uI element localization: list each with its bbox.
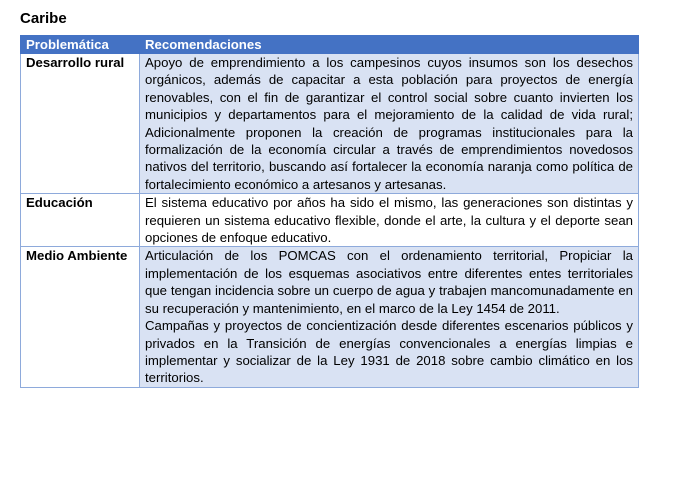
section-heading: Caribe	[20, 10, 67, 27]
column-header-problem: Problemática	[21, 36, 140, 54]
problem-cell: Educación	[21, 194, 140, 247]
recommendation-text: Campañas y proyectos de concientización desde diferentes escenarios públicos y privados en la Transición de energías convencionales a energías limpias e implementar y socializar de la Ley 1931 de 2018 sobre cambio climático en los territorios.	[145, 318, 633, 386]
table-header-row	[21, 36, 639, 54]
recommendations-table	[20, 35, 639, 388]
recommendation-text: Apoyo de emprendimiento a los campesinos cuyos insumos son los desechos orgánicos, además de capacitar a esta población para proyectos de energía renovables, con el fin de garantizar el control social sobre cuanto invierten los municipios y departamentos para el mejoramiento de la calidad de vida rural; Adicionalmente proponen la creación de programas institucionales para la formalización de la economía circular a través de emprendimientos novedosos nativos del territorio, buscando así fortalecer la economía naranja como política de fortalecimiento económico a artesanos y artesanas.	[145, 55, 633, 192]
recommendation-cell	[140, 194, 639, 247]
recommendation-text: Articulación de los POMCAS con el ordenamiento territorial, Propiciar la implementación de los esquemas asociativos entre diferentes entes territoriales que tengan incidencia sobre un cuerpo de agua y trabajen mancomunadamente en su recuperación y mantenimiento, en el marco de la Ley 1454 de 2011.	[145, 248, 633, 316]
table-row	[21, 54, 639, 194]
column-header-recommendations: Recomendaciones	[140, 36, 639, 54]
problem-cell: Desarrollo rural	[21, 54, 140, 194]
table-row	[21, 194, 639, 247]
table-row	[21, 247, 639, 387]
recommendation-cell	[140, 247, 639, 387]
recommendation-text: El sistema educativo por años ha sido el mismo, las generaciones son distintas y requieren un sistema educativo flexible, donde el arte, la cultura y el deporte sean opciones de enfoque educativo.	[145, 195, 633, 246]
recommendation-cell	[140, 54, 639, 194]
problem-cell: Medio Ambiente	[21, 247, 140, 387]
